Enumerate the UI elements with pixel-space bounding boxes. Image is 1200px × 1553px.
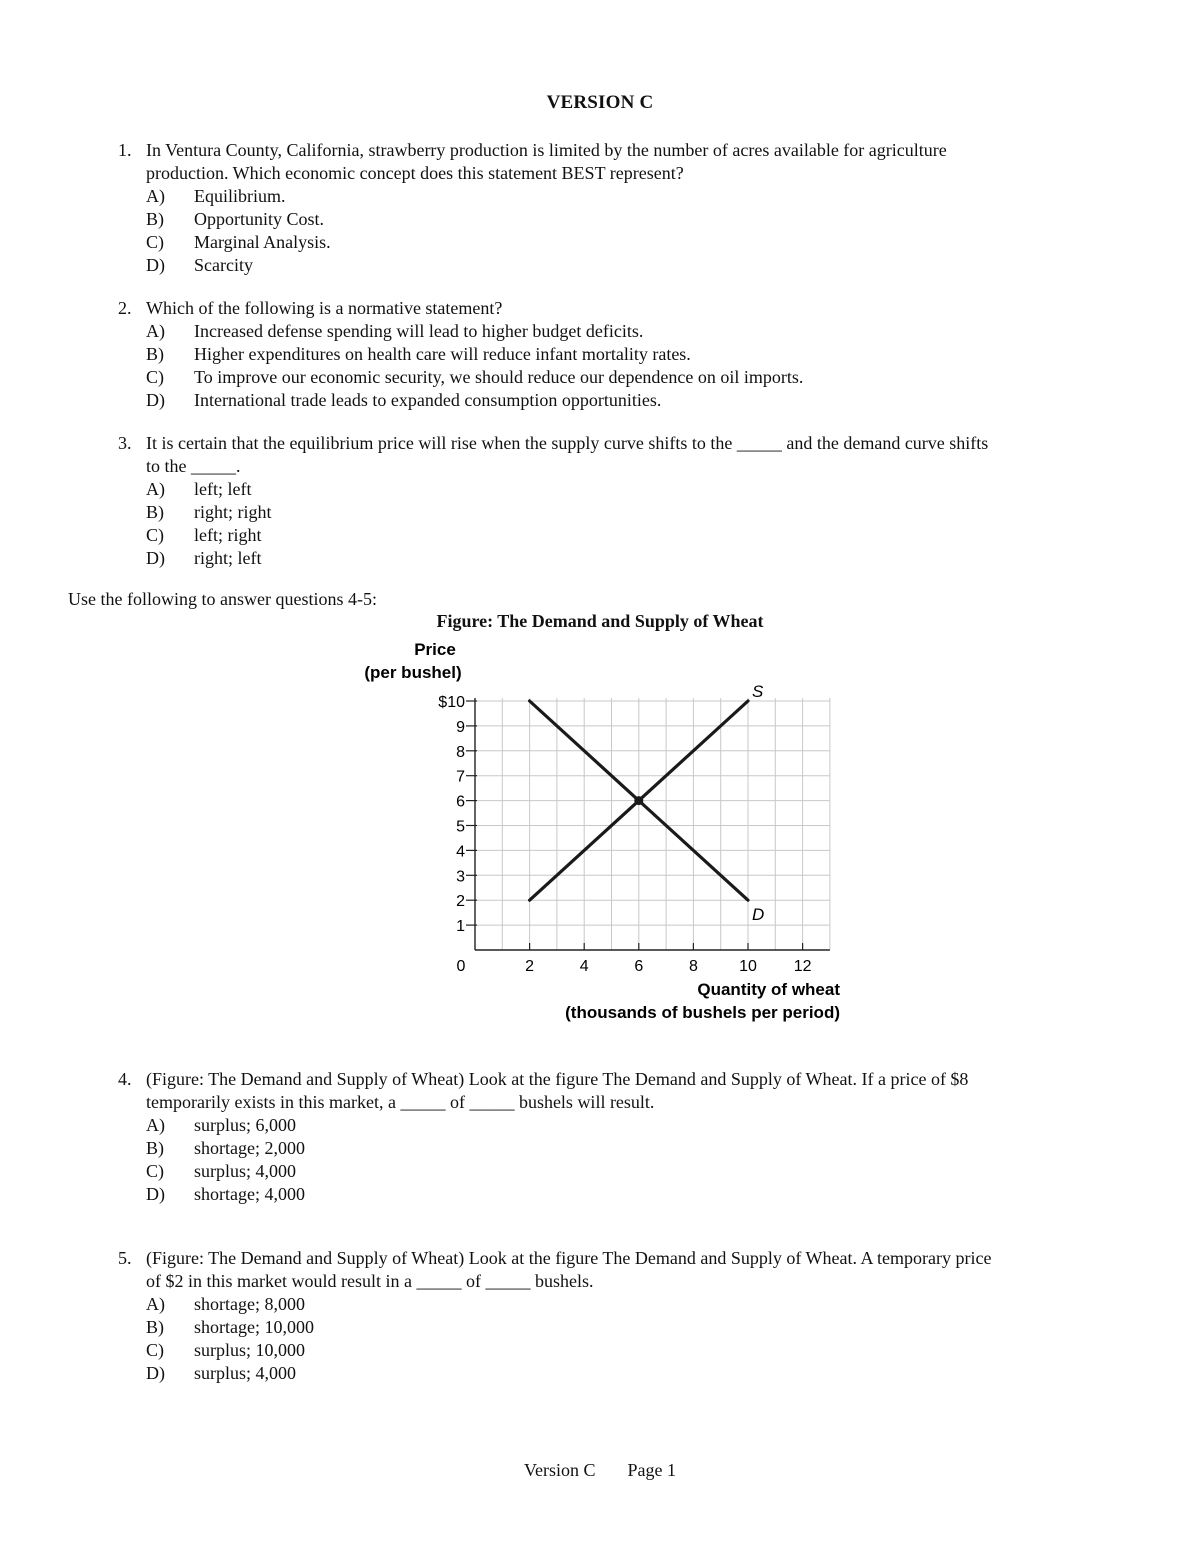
question-text: (Figure: The Demand and Supply of Wheat) Look at the figure The Demand and Supply of Wheat. If a price of $8 temporarily exists in this market, a _____ of _____ bushels will result. (146, 1069, 969, 1112)
answer-options (146, 478, 998, 570)
question-number: 1. (118, 140, 132, 160)
y-tick-label: 5 (456, 818, 465, 836)
answer-option-b: B) Opportunity Cost. (146, 209, 325, 229)
y-tick-label: 4 (456, 843, 465, 861)
answer-option-b: B) right; right (146, 502, 272, 522)
answer-options (146, 1293, 998, 1385)
page-title: VERSION C (546, 92, 654, 113)
answer-option-a: A) shortage; 8,000 (146, 1294, 305, 1314)
answer-option-c: C) Marginal Analysis. (146, 232, 331, 252)
y-axis-label-line2: (per bushel) (364, 663, 462, 682)
answer-option-c: C) surplus; 4,000 (146, 1161, 297, 1181)
figure-intro: Use the following to answer questions 4-5: (68, 589, 377, 609)
x-axis-label-line1: Quantity of wheat (697, 980, 840, 999)
answer-option-a: A) Equilibrium. (146, 186, 286, 206)
y-tick-label: 1 (456, 918, 465, 936)
question-number: 2. (118, 298, 132, 318)
answer-option-b: B) Higher expenditures on health care will reduce infant mortality rates. (146, 344, 691, 364)
question-number: 4. (118, 1069, 132, 1089)
question-3 (118, 432, 998, 570)
question-2 (118, 297, 998, 412)
answer-options (146, 1114, 998, 1206)
question-number: 3. (118, 433, 132, 453)
series-label-d: D (752, 905, 765, 925)
demand-supply-chart (340, 630, 860, 1030)
answer-option-d: D) surplus; 4,000 (146, 1363, 297, 1383)
footer-page-number: Page 1 (627, 1460, 676, 1480)
question-text: (Figure: The Demand and Supply of Wheat) Look at the figure The Demand and Supply of Wheat. A temporary price of $2 in this market would result in a _____ of _____ bushels. (146, 1248, 992, 1291)
question-5 (118, 1247, 998, 1385)
page-footer (0, 1460, 1200, 1481)
answer-option-d: D) Scarcity (146, 255, 253, 275)
series-label-s: S (752, 682, 764, 701)
x-tick-label: 10 (739, 958, 757, 975)
y-tick-label: 7 (456, 768, 465, 786)
answer-option-d: D) right; left (146, 548, 262, 568)
question-number: 5. (118, 1248, 132, 1268)
answer-options (146, 320, 998, 412)
answer-option-d: D) International trade leads to expanded consumption opportunities. (146, 390, 662, 410)
x-tick-label: 0 (456, 958, 466, 975)
answer-option-c: C) left; right (146, 525, 262, 545)
y-tick-label: 6 (456, 793, 465, 811)
x-tick-label: 12 (793, 958, 812, 975)
x-axis-label-line2: (thousands of bushels per period) (565, 1003, 840, 1022)
y-tick-label: 3 (456, 868, 465, 886)
question-text: In Ventura County, California, strawberry production is limited by the number of acres available for agriculture production. Which economic concept does this statement BEST represent? (146, 140, 947, 183)
answer-option-d: D) shortage; 4,000 (146, 1184, 305, 1204)
y-axis-label-line1: Price (414, 640, 456, 659)
answer-option-c: C) To improve our economic security, we should reduce our dependence on oil imports. (146, 367, 804, 387)
y-tick-label: $10 (438, 694, 465, 711)
question-text: It is certain that the equilibrium price will rise when the supply curve shifts to the _____ and the demand curve shifts to the _____. (146, 433, 989, 476)
answer-option-c: C) surplus; 10,000 (146, 1340, 306, 1360)
y-tick-label: 8 (456, 743, 465, 761)
answer-option-b: B) shortage; 10,000 (146, 1317, 314, 1337)
question-4 (118, 1068, 998, 1206)
answer-option-a: A) Increased defense spending will lead to higher budget deficits. (146, 321, 644, 341)
question-text: Which of the following is a normative statement? (146, 298, 503, 318)
answer-option-a: A) surplus; 6,000 (146, 1115, 297, 1135)
x-tick-label: 8 (688, 958, 698, 975)
y-tick-label: 2 (456, 893, 465, 911)
equilibrium-point (634, 796, 643, 805)
x-tick-label: 6 (634, 958, 644, 975)
figure-title: Figure: The Demand and Supply of Wheat (436, 611, 764, 631)
question-1 (118, 139, 998, 277)
x-tick-label: 4 (579, 958, 589, 975)
x-tick-label: 2 (525, 958, 535, 975)
footer-version: Version C (524, 1460, 596, 1480)
answer-option-a: A) left; left (146, 479, 252, 499)
answer-option-b: B) shortage; 2,000 (146, 1138, 305, 1158)
y-tick-label: 9 (456, 718, 465, 736)
answer-options (146, 185, 998, 277)
